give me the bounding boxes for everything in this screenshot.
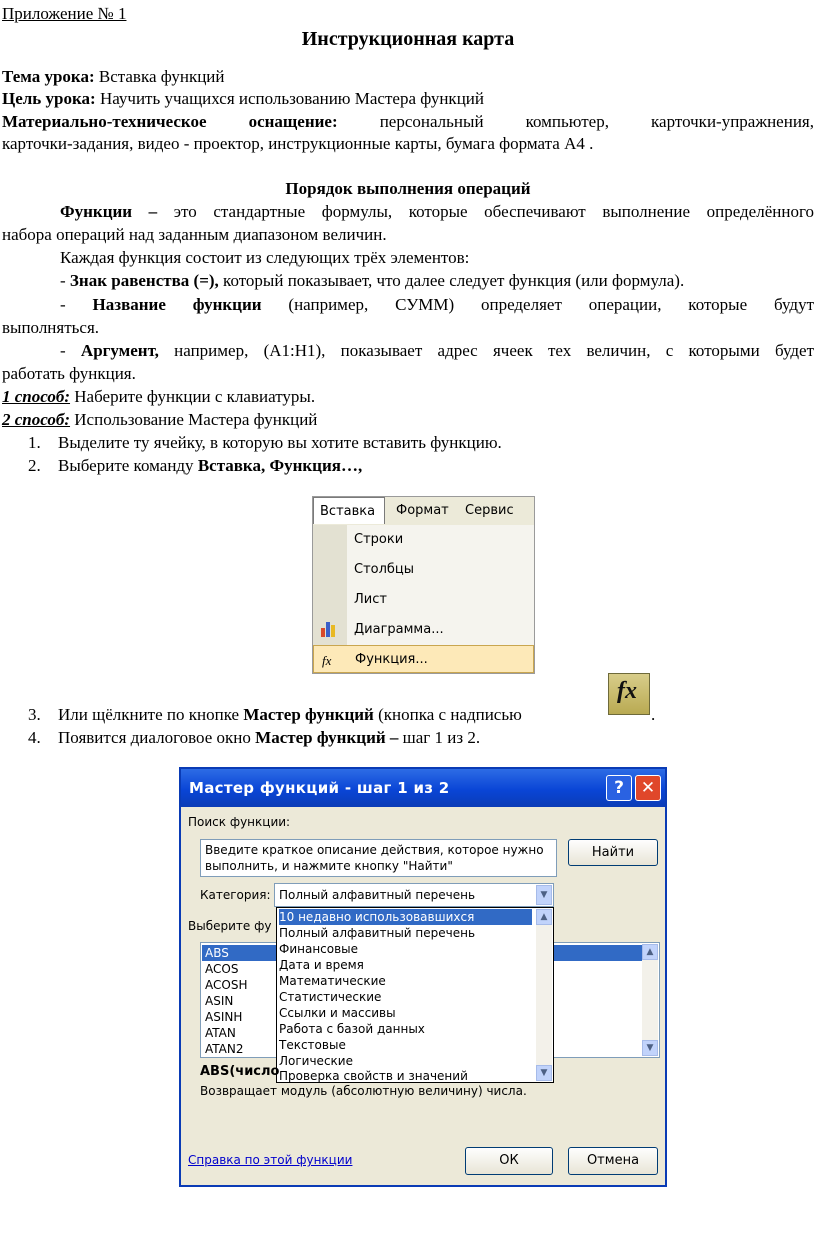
dialog-titlebar[interactable] — [181, 769, 665, 807]
category-option[interactable]: Математические — [279, 974, 386, 988]
category-option[interactable]: Финансовые — [279, 942, 359, 956]
category-select[interactable] — [274, 883, 554, 907]
function-help-link[interactable]: Справка по этой функции — [188, 1153, 353, 1167]
element-name-2: выполняться. — [2, 318, 100, 337]
scroll-down-icon[interactable]: ▼ — [536, 1065, 552, 1081]
menu-item-label: Столбцы — [354, 562, 415, 577]
function-wizard-button[interactable] — [608, 673, 650, 715]
fx-icon: fx — [617, 678, 637, 704]
function-list-scrollbar[interactable] — [642, 944, 658, 1056]
search-input[interactable] — [200, 839, 557, 877]
function-item[interactable]: ATAN2 — [205, 1042, 244, 1056]
element-name: - Название функции (например, СУММ) определяет операции, которые будут — [60, 295, 814, 314]
menu-service[interactable]: Сервис — [465, 503, 514, 518]
category-value: Полный алфавитный перечень — [279, 888, 476, 902]
menu-bar — [313, 497, 534, 525]
category-option[interactable]: Полный алфавитный перечень — [279, 926, 476, 940]
category-label: Категория: — [200, 888, 271, 902]
functions-definition-2: набора операций над заданным диапазоном величин. — [2, 225, 387, 244]
equipment-line: Материально-техническое оснащение: персональный компьютер, карточки-упражнения, — [2, 112, 814, 131]
chevron-down-icon[interactable]: ▼ — [536, 885, 552, 905]
category-option[interactable]: Проверка свойств и значений — [279, 1069, 468, 1083]
order-heading: Порядок выполнения операций — [285, 179, 531, 198]
menu-insert[interactable]: Вставка — [313, 497, 385, 524]
search-text-2: выполнить, и нажмите кнопку "Найти" — [205, 859, 453, 873]
scroll-up-icon[interactable]: ▲ — [642, 944, 658, 960]
appendix-label: Приложение № 1 — [2, 4, 127, 23]
elements-intro: Каждая функция состоит из следующих трёх элементов: — [60, 248, 470, 267]
method-1: 1 способ: Наберите функции с клавиатуры. — [2, 387, 316, 406]
search-label: Поиск функции: — [188, 815, 291, 829]
scroll-up-icon[interactable]: ▲ — [536, 909, 552, 925]
menu-item-label: Функция... — [355, 652, 428, 667]
function-item[interactable]: ASINH — [205, 1010, 243, 1024]
fx-icon: fx — [322, 653, 332, 668]
category-scrollbar[interactable] — [536, 909, 552, 1081]
category-dropdown-list[interactable] — [276, 907, 554, 1083]
functions-definition: Функции – это стандартные формулы, которые обеспечивают выполнение определённого — [60, 202, 814, 221]
help-button[interactable]: ? — [606, 775, 632, 801]
category-option[interactable]: Текстовые — [279, 1038, 346, 1052]
equipment-line-2: карточки-задания, видео - проектор, инструкционные карты, бумага формата А4 . — [2, 134, 594, 153]
insert-menu-screenshot — [312, 496, 535, 674]
search-text-1: Введите краткое описание действия, которое нужно — [205, 843, 544, 857]
menu-item-columns[interactable] — [313, 555, 534, 585]
category-option[interactable]: Работа с базой данных — [279, 1022, 425, 1036]
category-option[interactable]: Логические — [279, 1054, 353, 1068]
function-item[interactable]: ACOSH — [205, 978, 248, 992]
menu-item-sheet[interactable] — [313, 585, 534, 615]
element-argument: - Аргумент, например, (А1:Н1), показывает адрес ячеек тех величин, с которыми будет — [60, 341, 814, 360]
function-help-link-wrap — [188, 1153, 352, 1167]
select-function-label: Выберите фу — [188, 919, 272, 933]
category-option[interactable]: 10 недавно использовавшихся — [279, 909, 532, 925]
element-argument-2: работать функция. — [2, 364, 136, 383]
menu-item-label: Лист — [354, 592, 387, 607]
function-item[interactable]: ABS — [202, 945, 654, 961]
menu-item-function[interactable] — [313, 645, 534, 673]
find-button[interactable]: Найти — [568, 839, 658, 866]
page-title: Инструкционная карта — [301, 28, 515, 50]
function-description: Возвращает модуль (абсолютную величину) числа. — [200, 1084, 527, 1098]
close-button[interactable]: ✕ — [635, 775, 661, 801]
goal-line: Цель урока: Научить учащихся использованию Мастера функций — [2, 89, 484, 108]
element-equals: - Знак равенства (=), который показывает, что далее следует функция (или формула). — [60, 271, 685, 290]
function-item[interactable]: ACOS — [205, 962, 239, 976]
category-option[interactable]: Статистические — [279, 990, 382, 1004]
topic-line: Тема урока: Вставка функций — [2, 67, 225, 86]
function-item[interactable]: ASIN — [205, 994, 234, 1008]
chart-icon — [321, 621, 339, 637]
method-2: 2 способ: Использование Мастера функций — [2, 410, 318, 429]
function-wizard-dialog — [179, 767, 667, 1187]
menu-item-label: Строки — [354, 532, 404, 547]
ok-button[interactable]: ОК — [465, 1147, 553, 1175]
category-option[interactable]: Дата и время — [279, 958, 364, 972]
menu-item-label: Диаграмма... — [354, 622, 444, 637]
category-option[interactable]: Ссылки и массивы — [279, 1006, 396, 1020]
dialog-title: Мастер функций - шаг 1 из 2 — [189, 779, 450, 797]
menu-item-chart[interactable] — [313, 615, 534, 645]
function-signature: ABS(число — [200, 1064, 280, 1079]
function-item[interactable]: ATAN — [205, 1026, 236, 1040]
scroll-down-icon[interactable]: ▼ — [642, 1040, 658, 1056]
menu-format[interactable]: Формат — [396, 503, 449, 518]
cancel-button[interactable]: Отмена — [568, 1147, 658, 1175]
menu-item-rows[interactable] — [313, 525, 534, 555]
